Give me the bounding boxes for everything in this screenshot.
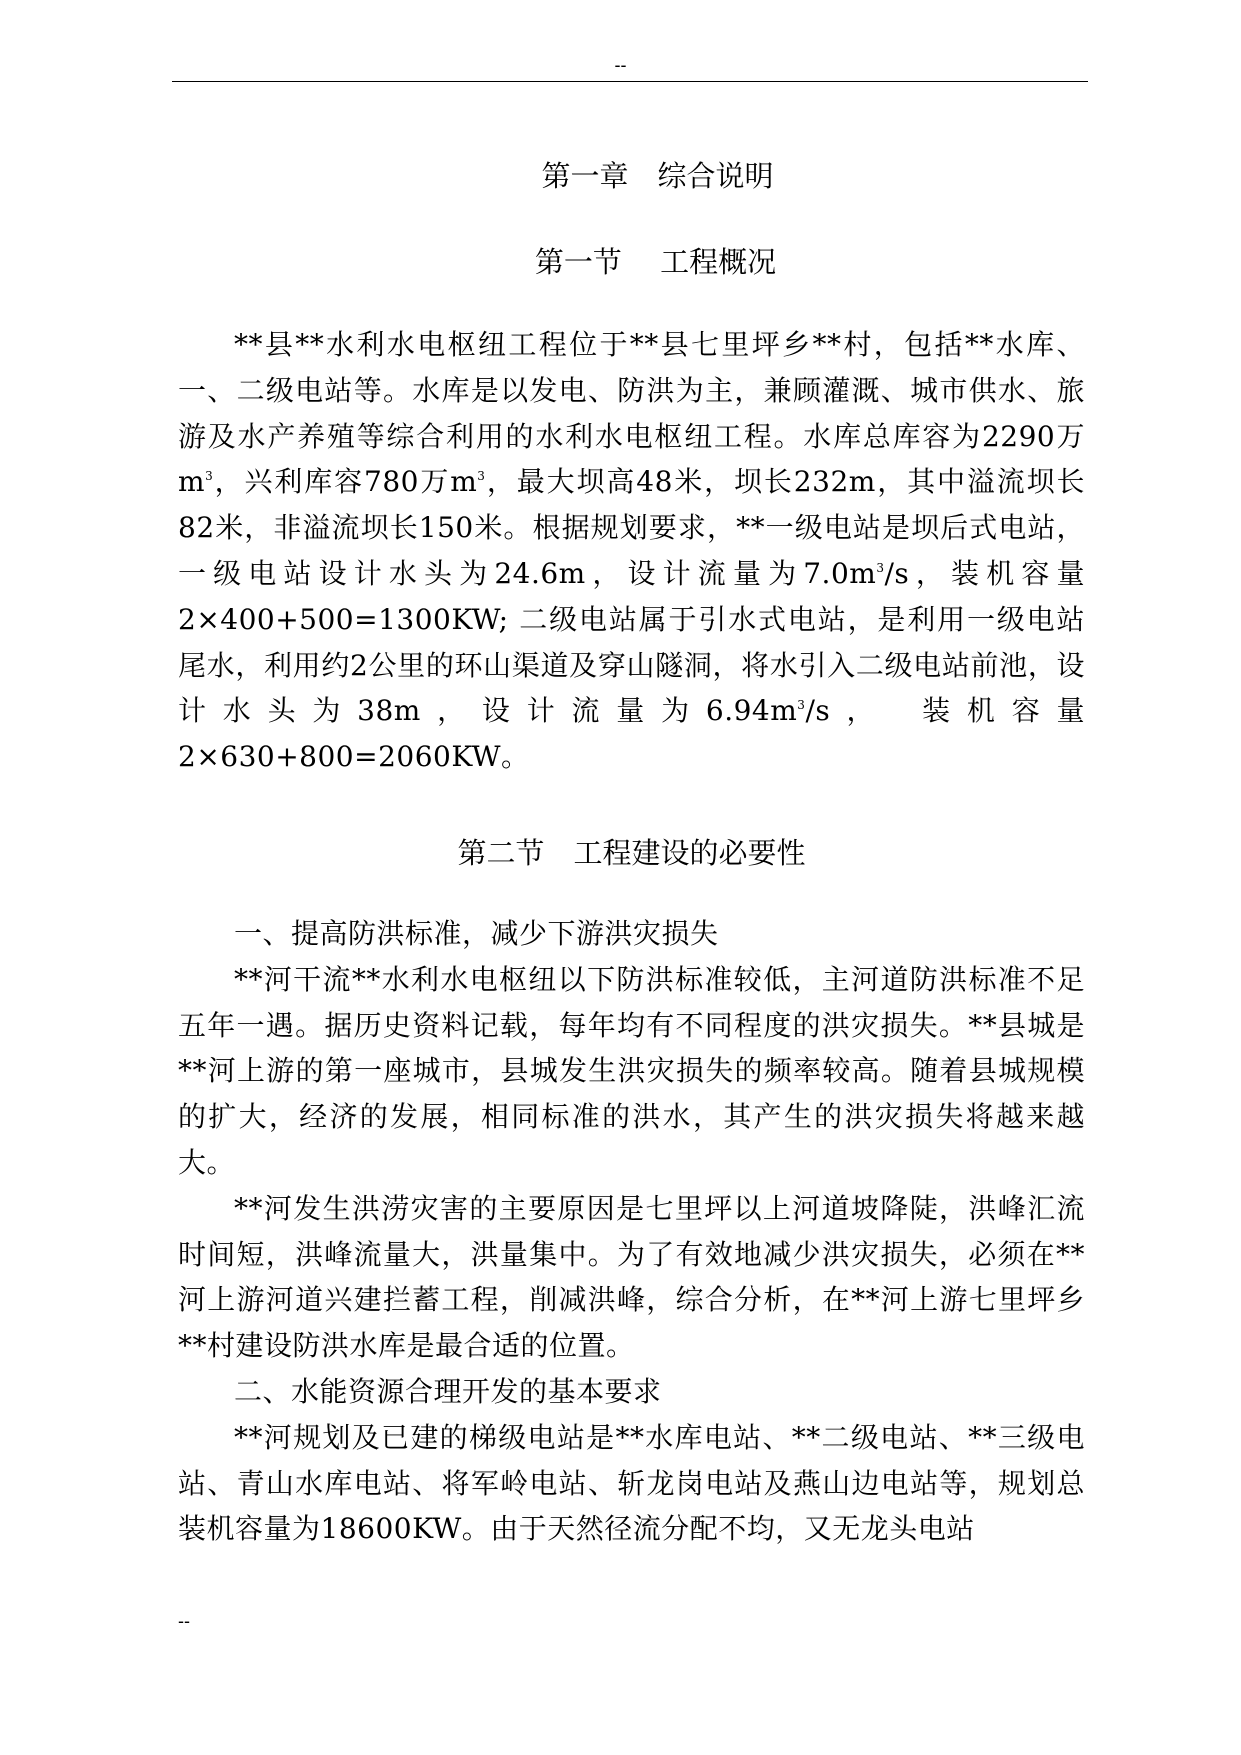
superscript-cubic: 3 [205, 469, 214, 484]
section-title-necessity: 第二节 工程建设的必要性 [457, 835, 806, 870]
chapter-title: 第一章 综合说明 [541, 159, 774, 193]
overview-text-c: ，最大坝高48米，坝长232m，其中溢流坝长82米，非溢流坝长150米。根据规划要求，**一级电站是坝后式电站，一级电站设计水头为24.6m，设计流量为7.0m [178, 465, 1086, 590]
page-footer-mark: -- [178, 1611, 190, 1631]
superscript-cubic: 3 [477, 469, 486, 484]
necessity-paragraph: **河规划及已建的梯级电站是**水库电站、**二级电站、**三级电站、青山水库电站、将军岭电站、斩龙岗电站及燕山边电站等，规划总装机容量为18600KW。由于天然径流分配不均，又无龙头电站 [178, 1420, 1085, 1546]
overview-text-b: ，兴利库容780万m [213, 465, 478, 499]
page-header-mark: -- [614, 55, 627, 75]
necessity-subheading-hydropower: 二、水能资源合理开发的基本要求 [234, 1374, 662, 1408]
document-body [178, 158, 1085, 1552]
necessity-paragraph: **河干流**水利水电枢纽以下防洪标准较低，主河道防洪标准不足五年一遇。据历史资料记载，每年均有不同程度的洪灾损失。**县城是**河上游的第一座城市，县城发生洪灾损失的频率较高。随着县城规模的扩大，经济的发展，相同标准的洪水，其产生的洪灾损失将越来越大。 [178, 962, 1085, 1179]
superscript-cubic: 3 [876, 560, 885, 575]
necessity-subheading-flood: 一、提高防洪标准，减少下游洪灾损失 [234, 916, 719, 950]
overview-text-e: /s， 装机容量2×630+800=2060KW。 [178, 694, 1085, 774]
header-divider [172, 81, 1088, 82]
overview-text-d: /s，装机容量2×400+500=1300KW; 二级电站属于引水式电站，是利用一级电站尾水，利用约2公里的环山渠道及穿山隧洞，将水引入二级电站前池，设计水头为38m，设计流量为6.94m [178, 556, 1085, 728]
overview-paragraph [178, 322, 1085, 780]
overview-text-a: **县**水利水电枢纽工程位于**县七里坪乡**村，包括**水库、一、二级电站等。水库是以发电、防洪为主，兼顾灌溉、城市供水、旅游及水产养殖等综合利用的水利水电枢纽工程。水库总库容为2290万m [178, 328, 1085, 499]
section-title-overview: 第一节 工程概况 [534, 245, 777, 279]
superscript-cubic: 3 [797, 698, 806, 713]
necessity-paragraph: **河发生洪涝灾害的主要原因是七里坪以上河道坡降陡，洪峰汇流时间短，洪峰流量大，洪量集中。为了有效地减少洪灾损失，必须在**河上游河道兴建拦蓄工程，削减洪峰，综合分析，在**河上游七里坪乡**村建设防洪水库是最合适的位置。 [178, 1191, 1085, 1363]
